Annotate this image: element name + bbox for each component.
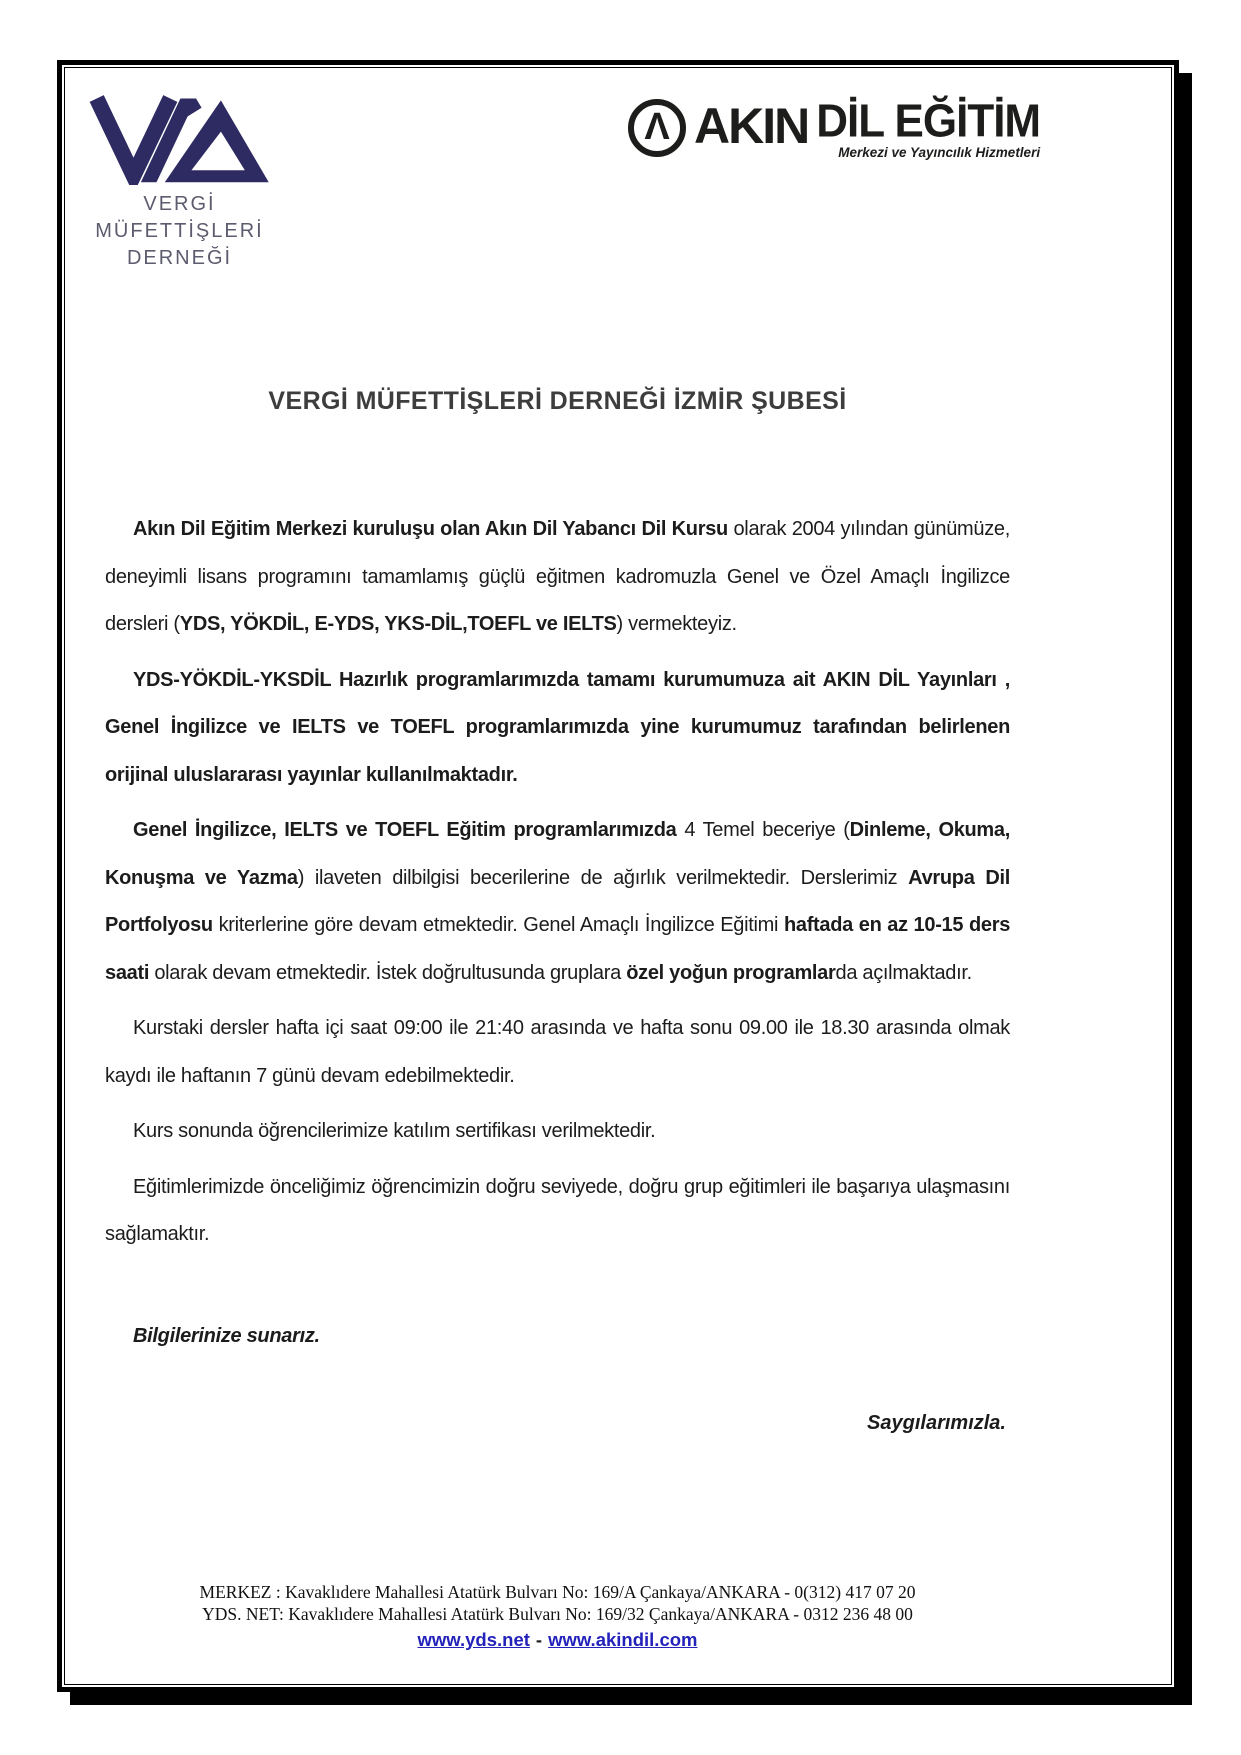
paragraph-priority: Eğitimlerimizde önceliğimiz öğrencimizin doğru seviyede, doğru grup eğitimleri ile başarıya ulaşmasını sağlamaktır. — [105, 1175, 1010, 1245]
paragraph-intro: Akın Dil Eğitim Merkezi kuruluşu olan Akın Dil Yabancı Dil Kursu olarak 2004 yılından günümüze, deneyimli lisans programını tamamlamış güçlü eğitmen kadromuzla Genel ve Özel Amaçlı İngilizce dersleri (YDS, YÖKDİL, E-YDS, YKS-DİL,TOEFL ve IELTS) vermekteyiz. — [105, 518, 1010, 635]
footer-address-line2: YDS. NET: Kavaklıdere Mahallesi Atatürk Bulvarı No: 169/32 Çankaya/ANKARA - 0312 236 48 00 — [202, 1604, 913, 1624]
document-body — [105, 506, 1010, 1435]
akin-logo-name2: DİL EĞİTİM — [816, 95, 1041, 148]
akin-lambda-glyph: Λ — [644, 106, 670, 148]
akin-circle-a-icon — [628, 99, 686, 157]
vmd-logo-text-line1: VERGİ MÜFETTİŞLERİ — [95, 193, 264, 242]
akin-logo — [628, 97, 1040, 160]
akindil-com-link[interactable]: www.akindil.com — [548, 1629, 698, 1650]
vmd-logo-text-line2: DERNEĞİ — [126, 247, 233, 269]
footer-address-line1: MERKEZ : Kavaklıdere Mahallesi Atatürk Bulvarı No: 169/A Çankaya/ANKARA - 0(312) 417 07 20 — [199, 1582, 916, 1602]
closing-note: Bilgilerinize sunarız. — [133, 1324, 320, 1347]
paragraph-publications: YDS-YÖKDİL-YKSDİL Hazırlık programlarımızda tamamı kurumumuza ait AKIN DİL Yayınları , Genel İngilizce ve IELTS ve TOEFL programlarımızda yine kurumumuz tarafından belirlenen orijinal uluslararası yayınlar kullanılmaktadır. — [105, 668, 1010, 786]
document-border-frame — [57, 60, 1179, 1692]
yds-net-link[interactable]: www.yds.net — [417, 1629, 530, 1650]
paragraph-schedule: Kurstaki dersler hafta içi saat 09:00 ile 21:40 arasında ve hafta sonu 09.00 ile 18.30 arasında olmak kaydı ile haftanın 7 günü devam edebilmektedir. — [105, 1017, 1010, 1087]
akin-logo-name: AKIN — [694, 98, 809, 154]
link-separator: - — [535, 1629, 543, 1650]
vmd-logo-mark-icon — [87, 93, 272, 185]
signoff-text: Saygılarımızla. — [867, 1412, 1006, 1434]
paragraph-programs: Genel İngilizce, IELTS ve TOEFL Eğitim programlarımızda 4 Temel beceriye (Dinleme, Okuma, Konuşma ve Yazma) ilaveten dilbilgisi becerilerine de ağırlık verilmektedir. Derslerimiz Avrupa Dil Portfolyosu kriterlerine göre devam etmektedir. Genel Amaçlı İngilizce Eğitimi haftada en az 10-15 ders saati olarak devam etmektedir. İstek doğrultusunda gruplara özel yoğun programlarda açılmaktadır. — [105, 819, 1011, 984]
paragraph-certificate: Kurs sonunda öğrencilerimize katılım sertifikası verilmektedir. — [133, 1120, 656, 1142]
document-title: VERGİ MÜFETTİŞLERİ DERNEĞİ İZMİR ŞUBESİ — [268, 387, 847, 415]
document-footer — [105, 1581, 1010, 1652]
vmd-logo — [72, 93, 287, 272]
akin-logo-subtitle: Merkezi ve Yayıncılık Hizmetleri — [838, 145, 1041, 160]
footer-links — [105, 1628, 1010, 1652]
